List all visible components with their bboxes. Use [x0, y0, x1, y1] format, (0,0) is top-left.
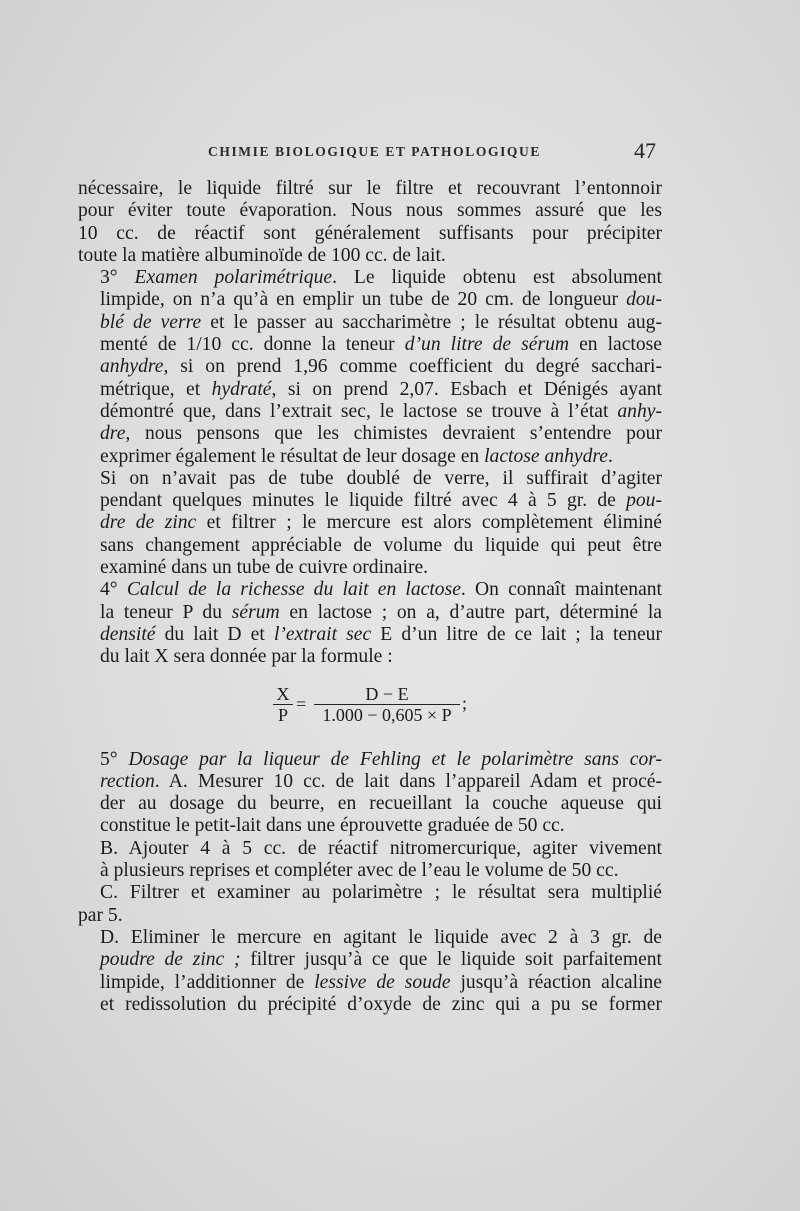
- text-run: exprimer également le résultat de leur dosage en: [100, 445, 485, 467]
- text-run: , si on prend 2,07. Esbach et Dénigés ayant: [271, 378, 663, 400]
- text-run: du lait D et: [155, 623, 274, 645]
- text-run: .: [607, 445, 613, 467]
- running-head: CHIMIE BIOLOGIQUE ET PATHOLOGIQUE: [208, 144, 541, 159]
- formula-left-denominator: P: [277, 704, 288, 725]
- text-line: [78, 289, 662, 311]
- text-line: examiné dans un tube de cuivre ordinaire.: [100, 557, 429, 579]
- text-line: [78, 771, 662, 793]
- text-line: [78, 949, 662, 971]
- italic-run: Calcul de la richesse du lait en lactose: [126, 579, 461, 601]
- page-body: [78, 178, 662, 1016]
- text-line: [78, 334, 662, 356]
- text-line: [78, 312, 662, 334]
- formula-left-numerator: X: [276, 683, 290, 704]
- text-line: Si on n’avait pas de tube doublé de verre, il suffirait d’agiter: [100, 467, 662, 489]
- text-line: [78, 446, 662, 468]
- text-line: [78, 602, 662, 624]
- italic-run: pou-: [626, 490, 662, 512]
- paragraph-step-d: [78, 927, 662, 1016]
- text-run: . Le liquide obtenu est absolument: [332, 267, 662, 289]
- italic-run: densité: [100, 623, 156, 645]
- italic-run: anhy-: [617, 400, 662, 422]
- text-line: [78, 624, 662, 646]
- italic-run: rection: [100, 770, 155, 792]
- paragraph-step-b: [78, 838, 662, 883]
- text-run: . On connaît maintenant: [460, 579, 663, 601]
- text-line: du lait X sera donnée par la formule :: [100, 646, 393, 668]
- text-run: filtrer jusqu’à ce que le liquide soit parfaitement: [240, 949, 663, 971]
- formula-end-mark: ;: [462, 692, 468, 713]
- paragraph-1: [78, 178, 662, 267]
- page-header: [0, 138, 800, 168]
- text-line: par 5.: [78, 904, 123, 926]
- text-run: 5°: [100, 748, 129, 770]
- text-line: [78, 267, 662, 289]
- text-run: , si on prend 1,96 comme coefficient du degré sacchari-: [163, 356, 662, 378]
- italic-run: lactose anhydre: [484, 445, 608, 467]
- italic-run: anhydre: [100, 356, 164, 378]
- text-run: pendant quelques minutes le liquide filtré avec 4 à 5 gr. de: [100, 490, 627, 512]
- text-run: métrique, et: [100, 378, 212, 400]
- text-run: la teneur P du: [100, 601, 232, 623]
- text-line: à plusieurs reprises et compléter avec de l’eau le volume de 50 cc.: [100, 860, 619, 882]
- italic-run: Examen polarimétrique: [134, 267, 333, 289]
- text-run: en lactose ; on a, d’autre part, déterminé la: [279, 601, 662, 623]
- formula-equals: =: [296, 693, 307, 714]
- text-line: der au dosage du beurre, en recueillant la couche aqueuse qui: [100, 793, 662, 815]
- italic-run: l’extrait sec: [273, 623, 372, 645]
- italic-run: sérum: [231, 601, 280, 623]
- paragraph-step-c: [78, 882, 662, 927]
- text-run: limpide, l’additionner de: [100, 971, 315, 993]
- text-line: [78, 972, 662, 994]
- formula-right-fraction: [314, 685, 460, 724]
- paragraph-fehling-dosage: [78, 749, 662, 838]
- text-line: C. Filtrer et examiner au polarimètre ; le résultat sera multiplié: [100, 882, 662, 904]
- text-run: 4°: [100, 579, 127, 601]
- text-line: [78, 379, 662, 401]
- text-run: . A. Mesurer 10 cc. de lait dans l’appareil Adam et procé-: [154, 770, 662, 792]
- text-line: pour éviter toute évaporation. Nous nous sommes assuré que les: [78, 200, 662, 222]
- text-run: menté de 1/10 cc. donne la teneur: [100, 334, 405, 356]
- lactose-formula: [78, 679, 662, 733]
- italic-run: poudre de zinc ;: [100, 949, 241, 971]
- text-run: et le passer au saccharimètre ; le résultat obtenu aug-: [201, 311, 662, 333]
- italic-run: dre de zinc: [100, 512, 197, 534]
- text-run: limpide, on n’a qu’à en emplir un tube de 20 cm. de longueur: [100, 289, 627, 311]
- italic-run: Dosage par la liqueur de Fehling et le polarimètre sans cor-: [128, 748, 662, 770]
- text-line: 10 cc. de réactif sont généralement suffisants pour précipiter: [78, 222, 662, 244]
- text-run: 3°: [100, 267, 135, 289]
- formula-right-numerator: D − E: [365, 683, 409, 704]
- italic-run: blé de verre: [100, 311, 202, 333]
- formula-right-denominator: 1.000 − 0,605 × P: [322, 704, 452, 725]
- text-line: [78, 401, 662, 423]
- text-line: [78, 490, 662, 512]
- text-line: constitue le petit-lait dans une éprouvette graduée de 50 cc.: [100, 815, 565, 837]
- text-line: B. Ajouter 4 à 5 cc. de réactif nitromercurique, agiter vivement: [100, 837, 662, 859]
- paragraph-zinc-alternative: [78, 468, 662, 579]
- text-line: [78, 579, 662, 601]
- paragraph-polarimetric-exam: [78, 267, 662, 468]
- text-line: D. Eliminer le mercure en agitant le liquide avec 2 à 3 gr. de: [100, 926, 662, 948]
- italic-run: lessive de soude: [314, 971, 451, 993]
- text-run: et filtrer ; le mercure est alors complètement éliminé: [196, 512, 662, 534]
- formula-left-fraction: [273, 685, 293, 724]
- text-run: , nous pensons que les chimistes devraient s’entendre pour: [125, 423, 662, 445]
- italic-run: hydraté: [211, 378, 272, 400]
- text-line: sans changement appréciable de volume du liquide qui peut être: [100, 534, 662, 556]
- paragraph-lactose-calculation: [78, 579, 662, 668]
- text-line: [78, 356, 662, 378]
- text-run: E d’un litre de ce lait ; la teneur: [371, 623, 663, 645]
- page-number: 47: [634, 138, 656, 163]
- text-run: en lactose: [569, 334, 662, 356]
- text-line: [78, 512, 662, 534]
- italic-run: dre: [100, 423, 126, 445]
- text-line: nécessaire, le liquide filtré sur le filtre et recouvrant l’entonnoir: [78, 178, 662, 199]
- italic-run: d’un litre de sérum: [404, 334, 570, 356]
- text-line: et redissolution du précipité d’oxyde de zinc qui a pu se former: [100, 993, 662, 1015]
- text-line: [78, 749, 662, 771]
- text-run: démontré que, dans l’extrait sec, le lactose se trouve à l’état: [100, 400, 618, 422]
- italic-run: dou-: [626, 289, 662, 311]
- text-line: [78, 423, 662, 445]
- text-run: jusqu’à réaction alcaline: [450, 971, 663, 993]
- text-line: toute la matière albuminoïde de 100 cc. de lait.: [78, 244, 446, 266]
